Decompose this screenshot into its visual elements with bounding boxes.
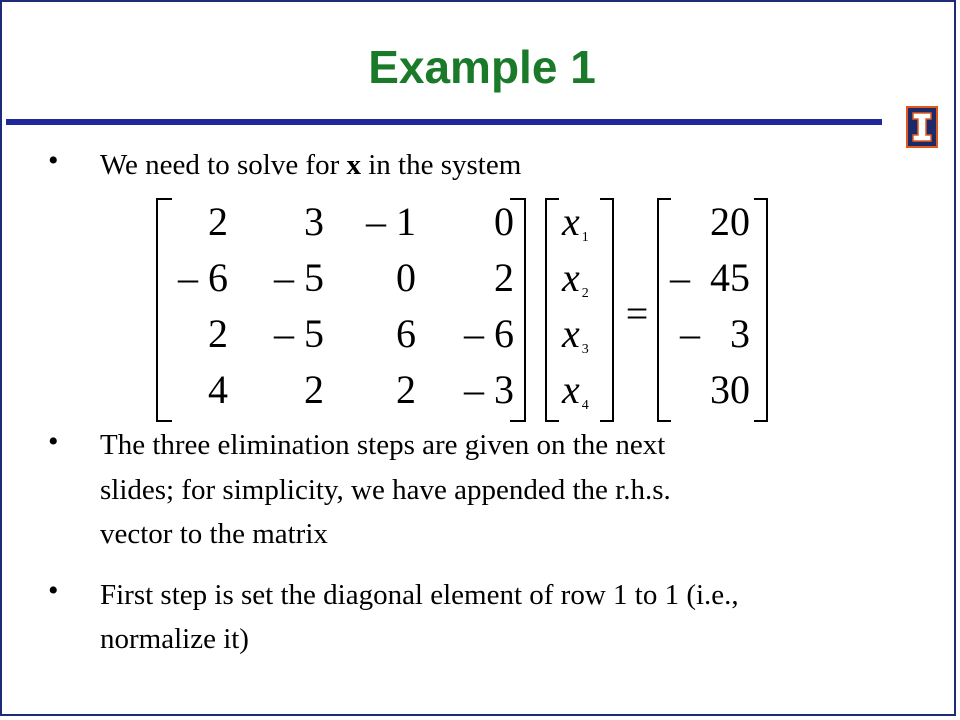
vector-x-left-bracket [545, 198, 559, 422]
bullet-1-pre: We need to solve for [100, 149, 347, 181]
vector-x-name: x [562, 199, 580, 244]
matrix-a-cell: 4 [208, 367, 228, 412]
matrix-a-cell: 0 [494, 199, 514, 244]
vector-x-entry [562, 310, 589, 358]
vector-b-left-bracket [657, 198, 671, 422]
bullet-dot: • [48, 144, 59, 177]
vector-b-entry: 20 [710, 199, 750, 244]
vector-b-entry: – 3 [680, 311, 750, 356]
bullet-1-post: in the system [361, 149, 522, 181]
bullet-3-line-1: First step is set the diagonal element of row 1 to 1 (i.e., [100, 579, 739, 611]
title-rule [6, 119, 882, 125]
vector-x-right-bracket [600, 198, 614, 422]
vector-x-subscript: 2 [581, 286, 589, 301]
matrix-a-cell: 0 [396, 255, 416, 300]
bullet-1-text [100, 149, 521, 182]
vector-x-entry [562, 254, 589, 302]
vector-x-name: x [562, 311, 580, 356]
bullet-3-line-2: normalize it) [100, 623, 249, 655]
bullet-2-line-1: The three elimination steps are given on the next [100, 429, 666, 461]
slide-title: Example 1 [368, 41, 596, 93]
equals-sign: = [625, 291, 649, 336]
vector-b-entry: 30 [710, 367, 750, 412]
bullet-1-bold-x: x [346, 149, 361, 181]
matrix-a-cell: – 5 [274, 255, 324, 300]
matrix-a-cell: – 3 [464, 367, 514, 412]
matrix-a-cell: 2 [208, 311, 228, 356]
vector-b-right-bracket [754, 198, 768, 422]
matrix-a-cell: 3 [304, 199, 324, 244]
matrix-a-cell: – 6 [464, 311, 514, 356]
bullet-2-line-2: slides; for simplicity, we have appended the r.h.s. [100, 474, 671, 506]
vector-x-subscript: 4 [581, 398, 589, 413]
bullet-2-line-3: vector to the matrix [100, 518, 328, 550]
vector-x-entry [562, 198, 589, 246]
vector-x-subscript: 3 [581, 342, 589, 357]
university-block-i-icon [906, 106, 938, 148]
vector-x-name: x [562, 255, 580, 300]
vector-x-name: x [562, 367, 580, 412]
vector-x-subscript: 1 [581, 230, 589, 245]
bullet-dot: • [48, 574, 59, 607]
matrix-a-cell: 2 [304, 367, 324, 412]
matrix-a-cell: 2 [396, 367, 416, 412]
matrix-a-cell: 2 [208, 199, 228, 244]
matrix-a-cell: 2 [494, 255, 514, 300]
matrix-a-cell: – 6 [178, 255, 228, 300]
vector-b-entry: – 45 [670, 255, 750, 300]
bullet-dot: • [48, 425, 59, 458]
matrix-a-cell: – 1 [366, 199, 416, 244]
vector-x-entry [562, 366, 589, 414]
matrix-a-cell: 6 [396, 311, 416, 356]
matrix-a-cell: – 5 [274, 311, 324, 356]
